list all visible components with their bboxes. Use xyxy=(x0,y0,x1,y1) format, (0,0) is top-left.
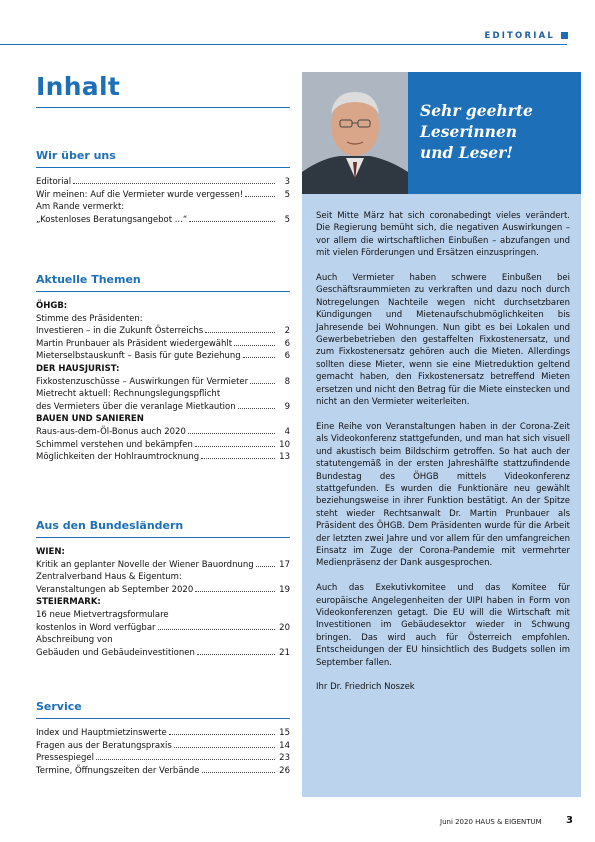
toc-entry[interactable] xyxy=(36,622,290,635)
toc-line: Abschreibung von xyxy=(36,635,113,646)
toc-entry-text: Veranstaltungen ab September 2020 xyxy=(36,584,194,595)
toc-entry[interactable] xyxy=(36,647,290,660)
signature: Ihr Dr. Friedrich Noszek xyxy=(316,682,415,693)
group-heading: Service xyxy=(36,700,82,713)
toc-leader-dots xyxy=(197,654,275,655)
toc-line: 16 neue Mietvertragsformulare xyxy=(36,609,169,620)
toc-list xyxy=(36,727,290,777)
toc-list xyxy=(36,546,290,659)
toc-page-number: 13 xyxy=(279,452,290,463)
toc-entry-text: des Vermieters über die veranlage Mietkaution xyxy=(36,401,236,412)
toc-entry[interactable] xyxy=(36,338,290,351)
toc-entry[interactable] xyxy=(36,584,290,597)
toc-group-service xyxy=(36,700,290,777)
toc-leader-dots xyxy=(201,458,275,459)
toc-leader-dots xyxy=(243,357,275,358)
toc-page-number: 9 xyxy=(284,401,290,412)
greeting-box xyxy=(408,72,581,194)
portrait-image xyxy=(302,72,408,194)
group-rule xyxy=(36,291,290,292)
toc-entry-text: Kritik an geplanter Novelle der Wiener Bauordnung xyxy=(36,559,254,570)
toc-list xyxy=(36,300,290,464)
toc-entry[interactable] xyxy=(36,401,290,414)
footer-issue: Juni 2020 HAUS & EIGENTUM xyxy=(440,818,542,826)
toc-entry-text: Raus-aus-dem-Öl-Bonus auch 2020 xyxy=(36,426,186,437)
title-rule xyxy=(36,107,290,108)
toc-entry-text: Index und Hauptmietzinswerte xyxy=(36,728,167,738)
toc-entry[interactable] xyxy=(36,376,290,389)
toc-leader-dots xyxy=(205,332,275,333)
toc-list xyxy=(36,176,290,226)
group-rule xyxy=(36,167,290,168)
toc-entry-text: kostenlos in Word verfügbar xyxy=(36,622,156,633)
toc-line: Mietrecht aktuell: Rechnungslegungspflicht xyxy=(36,389,221,400)
toc-leader-dots xyxy=(174,747,275,748)
toc-entry[interactable] xyxy=(36,752,290,765)
toc-leader-dots xyxy=(169,734,275,735)
greeting-line: und Leser! xyxy=(420,143,514,162)
toc-entry-text: Termine, Öffnungszeiten der Verbände xyxy=(36,765,200,776)
toc-page-number: 19 xyxy=(279,584,290,595)
greeting-line: Leserinnen xyxy=(420,122,518,141)
toc-leader-dots xyxy=(234,345,275,346)
toc-entry[interactable] xyxy=(36,559,290,572)
toc-page-number: 5 xyxy=(284,214,290,225)
group-heading: Wir über uns xyxy=(36,149,116,162)
toc-leader-dots xyxy=(195,591,275,592)
toc-leader-dots xyxy=(158,629,275,630)
toc-page-number: 23 xyxy=(279,753,290,764)
toc-page-number: 26 xyxy=(279,765,290,776)
toc-subheading: ÖHGB: xyxy=(36,301,68,311)
toc-leader-dots xyxy=(245,196,275,197)
toc-page-number: 6 xyxy=(284,351,290,362)
toc-page-number: 3 xyxy=(284,177,290,187)
header-rule xyxy=(0,44,567,45)
toc-entry-text: Gebäuden und Gebäudeinvestitionen xyxy=(36,647,195,658)
toc-page-number: 4 xyxy=(284,426,290,437)
toc-entry[interactable] xyxy=(36,350,290,363)
toc-entry[interactable] xyxy=(36,176,290,189)
greeting xyxy=(420,100,533,163)
toc-page-number: 17 xyxy=(279,559,290,570)
toc-line: Zentralverband Haus & Eigentum: xyxy=(36,572,182,583)
page-number: 3 xyxy=(566,815,573,826)
toc-page-number: 6 xyxy=(284,338,290,349)
toc-entry-text: Pressespiegel xyxy=(36,753,95,764)
author-photo xyxy=(302,72,408,194)
toc-leader-dots xyxy=(189,221,275,222)
toc-leader-dots xyxy=(195,446,275,447)
section-label: EDITORIAL xyxy=(484,31,555,41)
group-rule xyxy=(36,537,290,538)
paragraph: Seit Mitte März hat sich coronabedingt vieles verändert. Die Regierung bemüht sich, die negativen Auswirkungen – vor allem die wirtschaftlichen Einbußen – abzufangen und mit vielen Förderungen und Ersätzen einzuspringen. xyxy=(316,211,570,259)
toc-entry[interactable] xyxy=(36,765,290,778)
toc-leader-dots xyxy=(256,566,275,567)
toc-entry-text: „Kostenloses Beratungsangebot ...“ xyxy=(36,214,188,225)
greeting-line: Sehr geehrte xyxy=(420,101,533,120)
toc-leader-dots xyxy=(188,433,275,434)
toc-leader-dots xyxy=(238,408,275,409)
toc-entry-text: Martin Prunbauer als Präsident wiedergewählt xyxy=(36,338,233,349)
toc-entry-text: Schimmel verstehen und bekämpfen xyxy=(36,439,193,450)
toc-entry[interactable] xyxy=(36,426,290,439)
toc-leader-dots xyxy=(96,759,275,760)
toc-entry[interactable] xyxy=(36,439,290,452)
toc-entry-text: Wir meinen: Auf die Vermieter wurde vergessen! xyxy=(36,189,244,200)
page-title: Inhalt xyxy=(36,72,121,101)
group-rule xyxy=(36,718,290,719)
toc-line: Stimme des Präsidenten: xyxy=(36,313,143,324)
toc-leader-dots xyxy=(202,772,275,773)
toc-entry-text: Mieterselbstauskunft – Basis für gute Beziehung xyxy=(36,351,241,362)
toc-leader-dots xyxy=(250,383,275,384)
toc-page-number: 20 xyxy=(279,622,290,633)
toc-subheading: WIEN: xyxy=(36,547,65,557)
toc-page-number: 8 xyxy=(284,376,290,387)
toc-entry[interactable] xyxy=(36,740,290,753)
group-heading: Aktuelle Themen xyxy=(36,273,141,286)
section-square-icon xyxy=(561,32,568,39)
editorial-body xyxy=(316,210,570,706)
editorial-panel xyxy=(302,72,581,797)
toc-line: Am Rande vermerkt: xyxy=(36,202,125,213)
paragraph: Auch das Exekutivkomitee und das Komitee für europäische Angelegenheiten der UIPI haben in Form von Videokonferenzen getagt. Die EU will die Wirtschaft mit Investitionen im Gebäudesektor wieder in Schwung bringen. Das wird auch für Österreich empfohlen. Entscheidungen der EU hinsichtlich des Budgets sollen im September fallen. xyxy=(316,583,570,668)
group-heading: Aus den Bundesländern xyxy=(36,519,184,532)
toc-page-number: 10 xyxy=(279,439,290,450)
toc-page-number: 21 xyxy=(279,647,290,658)
toc-entry[interactable] xyxy=(36,189,290,202)
toc-page-number: 14 xyxy=(279,740,290,751)
toc-group-bundeslaender xyxy=(36,519,290,659)
toc-page-number: 15 xyxy=(279,728,290,738)
paragraph: Eine Reihe von Veranstaltungen haben in der Corona-Zeit als Videokonferenz stattgefunden, und man hat sich visuell und akustisch beim Bildschirm getroffen. So hat auch der statutengemäß in der ersten Jahreshälfte stattzufindende Bundestag des ÖHGB mittels Videokonferenz stattgefunden. Es wurden die Funktionäre neu gewählt beziehungsweise in ihrer Funktion bestätigt. An der Spitze steht wieder Rechtsanwalt Dr. Martin Prunbauer als Präsident des ÖHGB. Dem Präsidenten wurde für die Arbeit der letzten zwei Jahre und vor allem für den umfangreichen Einsatz im Zuge der Corona-Pandemie mit vermehrter Medienpräsenz der Dank ausgesprochen. xyxy=(316,421,570,569)
toc-subheading: DER HAUSJURIST: xyxy=(36,363,120,374)
toc-leader-dots xyxy=(73,183,275,184)
toc-entry-text: Fragen aus der Beratungspraxis xyxy=(36,740,172,751)
toc-entry[interactable] xyxy=(36,451,290,464)
toc-entry-text: Möglichkeiten der Hohlraumtrocknung xyxy=(36,452,200,463)
toc-subheading: BAUEN UND SANIEREN xyxy=(36,414,144,425)
toc-entry[interactable] xyxy=(36,727,290,740)
toc-subheading: STEIERMARK: xyxy=(36,597,101,608)
toc-group-wir-ueber-uns xyxy=(36,149,290,226)
paragraph: Auch Vermieter haben schwere Einbußen bei Geschäftsraummieten zu verkraften und dazu noch durch Notregelungen Nachteile wegen nicht durchsetzbaren Kündigungen und Mietenaufschubmöglichkeiten bis Jahresende bei Wohnungen. Nun gibt es bei Lokalen und Gewerbebetrieben den gestaffelten Fixkostenersatz, und zum Fixkostenersatz gehören auch die Mieten. Allerdings sollten diese Mieter, wenn sie eine Mietreduktion geltend gemacht haben, den Fixkostenersatz betreffend Mieten ersetzen und nicht den Betrag für die Miete einstecken und nicht an den Vermieter weiterleiten. xyxy=(316,273,570,408)
toc-entry[interactable] xyxy=(36,214,290,227)
toc-entry-text: Investieren – in die Zukunft Österreichs xyxy=(36,326,204,337)
toc-entry[interactable] xyxy=(36,325,290,338)
toc-page-number: 5 xyxy=(284,189,290,200)
toc-group-aktuelle-themen xyxy=(36,273,290,464)
toc-page-number: 2 xyxy=(284,326,290,337)
toc-title-block xyxy=(36,72,290,108)
toc-entry-text: Fixkostenzuschüsse – Auswirkungen für Vermieter xyxy=(36,376,249,387)
toc-entry-text: Editorial xyxy=(36,177,72,187)
